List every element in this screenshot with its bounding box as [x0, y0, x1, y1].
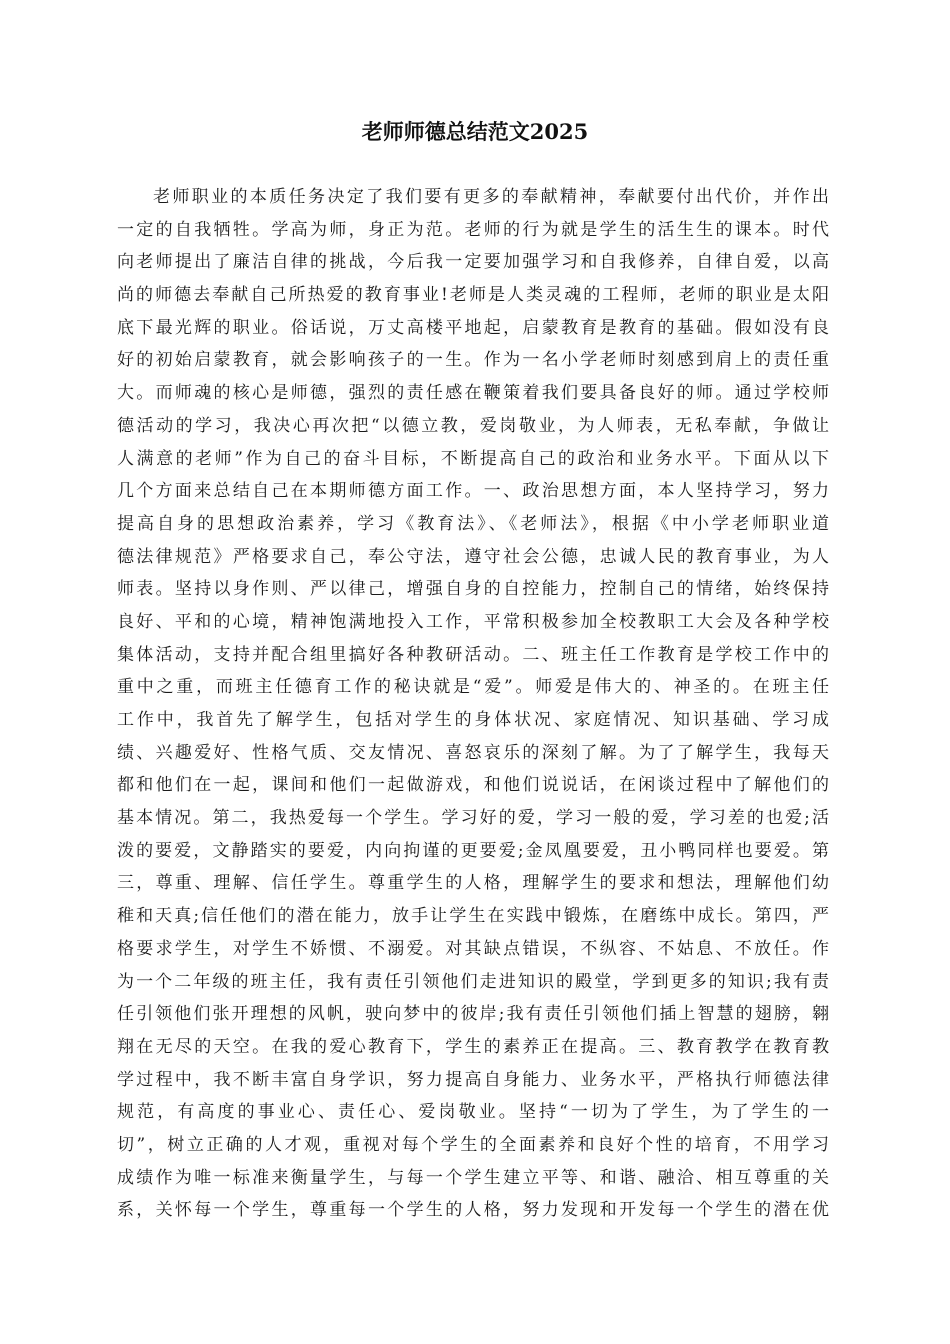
- body-line: 老师职业的本质任务决定了我们要有更多的奉献精神，奉献要付出代价，并作出: [153, 187, 829, 207]
- body-line: 规范，有高度的事业心、责任心、爱岗敬业。坚持“一切为了学生，为了学生的一: [117, 1102, 829, 1123]
- body-line: 为一个二年级的班主任，我有责任引领他们走进知识的殿堂，学到更多的知识;我有责: [117, 971, 829, 992]
- body-line: 集体活动，支持并配合组里搞好各种教研活动。二、班主任工作教育是学校工作中的: [117, 644, 829, 665]
- body-line: 一定的自我牺牲。学高为师，身正为范。老师的行为就是学生的活生生的课本。时代: [117, 219, 829, 240]
- body-line: 大。而师魂的核心是师德，强烈的责任感在鞭策着我们要具备良好的师。通过学校师: [117, 383, 829, 404]
- body-line: 向老师提出了廉洁自律的挑战，今后我一定要加强学习和自我修养，自律自爱，以高: [117, 252, 829, 273]
- body-line: 好的初始启蒙教育，就会影响孩子的一生。作为一名小学老师时刻感到肩上的责任重: [117, 350, 829, 371]
- body-line: 格要求学生，对学生不娇惯、不溺爱。对其缺点错误，不纵容、不姑息、不放任。作: [117, 938, 829, 959]
- body-line: 系，关怀每一个学生，尊重每一个学生的人格，努力发现和开发每一个学生的潜在优: [117, 1200, 829, 1221]
- body-line: 工作中，我首先了解学生，包括对学生的身体状况、家庭情况、知识基础、学习成: [117, 710, 829, 730]
- body-line: 三，尊重、理解、信任学生。尊重学生的人格，理解学生的要求和想法，理解他们幼: [117, 873, 829, 894]
- body-line: 底下最光辉的职业。俗话说，万丈高楼平地起，启蒙教育是教育的基础。假如没有良: [117, 317, 829, 338]
- body-line: 基本情况。第二，我热爱每一个学生。学习好的爱，学习一般的爱，学习差的也爱;活: [117, 808, 829, 829]
- body-line: 绩、兴趣爱好、性格气质、交友情况、喜怒哀乐的深刻了解。为了了解学生，我每天: [117, 742, 829, 763]
- body-line: 都和他们在一起，课间和他们一起做游戏，和他们说说话，在闲谈过程中了解他们的: [117, 775, 829, 796]
- body-line: 几个方面来总结自己在本期师德方面工作。一、政治思想方面，本人坚持学习，努力: [117, 481, 829, 502]
- body-line: 尚的师德去奉献自己所热爱的教育事业!老师是人类灵魂的工程师，老师的职业是太阳: [117, 285, 829, 306]
- body-line: 学过程中，我不断丰富自身学识，努力提高自身能力、业务水平，严格执行师德法律: [117, 1069, 829, 1090]
- body-line: 成绩作为唯一标准来衡量学生，与每一个学生建立平等、和谐、融洽、相互尊重的关: [117, 1167, 829, 1188]
- body-line: 德法律规范》严格要求自己，奉公守法，遵守社会公德，忠诚人民的教育事业，为人: [117, 546, 829, 567]
- body-line: 良好、平和的心境，精神饱满地投入工作，平常积极参加全校教职工大会及各种学校: [117, 611, 829, 632]
- document-title: 老师师德总结范文2025: [361, 119, 589, 144]
- body-line: 翔在无尽的天空。在我的爱心教育下，学生的素养正在提高。三、教育教学在教育教: [117, 1036, 829, 1057]
- document-body: [117, 181, 829, 1227]
- body-line: 稚和天真;信任他们的潜在能力，放手让学生在实践中锻炼，在磨练中成长。第四，严: [117, 906, 829, 927]
- body-line: 切”，树立正确的人才观，重视对每个学生的全面素养和良好个性的培育，不用学习: [117, 1134, 829, 1155]
- body-line: 提高自身的思想政治素养，学习《教育法》、《老师法》，根据《中小学老师职业道: [117, 513, 829, 534]
- body-line: 人满意的老师”作为自己的奋斗目标，不断提高自己的政治和业务水平。下面从以下: [117, 448, 829, 469]
- body-line: 任引领他们张开理想的风帆，驶向梦中的彼岸;我有责任引领他们插上智慧的翅膀，翱: [117, 1004, 829, 1025]
- body-line: 师表。坚持以身作则、严以律己，增强自身的自控能力，控制自己的情绪，始终保持: [117, 579, 829, 600]
- body-line: 重中之重，而班主任德育工作的秘诀就是“爱”。师爱是伟大的、神圣的。在班主任: [117, 677, 829, 698]
- body-line: 泼的要爱，文静踏实的要爱，内向拘谨的更要爱;金凤凰要爱，丑小鸭同样也要爱。第: [117, 840, 829, 861]
- body-line: 德活动的学习，我决心再次把“以德立教，爱岗敬业，为人师表，无私奉献，争做让: [117, 415, 829, 436]
